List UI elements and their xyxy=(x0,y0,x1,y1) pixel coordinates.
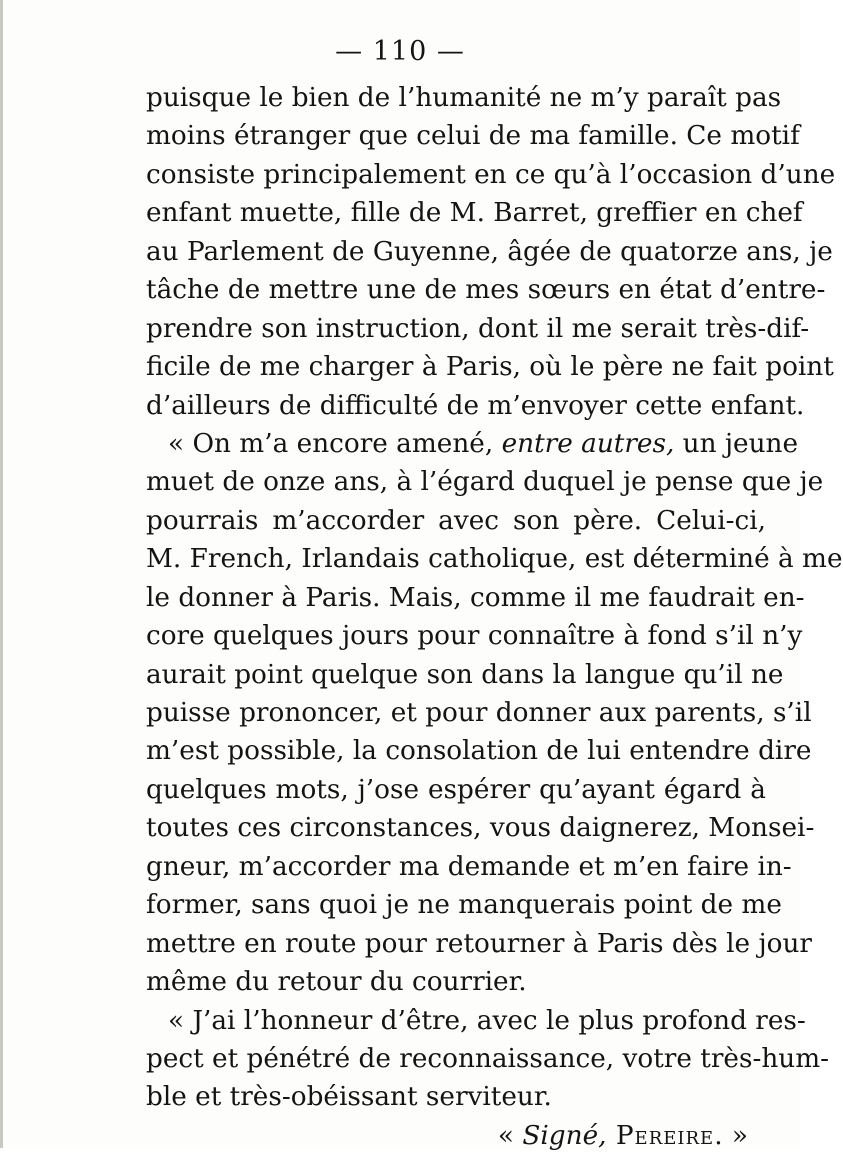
signature-open: « xyxy=(497,1120,523,1151)
text-line: pect et pénétré de reconnaissance, votre très-hum- xyxy=(146,1043,830,1074)
paragraph-opening-line xyxy=(146,425,799,463)
text-line: moins étranger que celui de ma famille. Ce motif xyxy=(146,121,800,152)
text-line: quelques mots, j’ose espérer qu’ayant égard à xyxy=(146,774,766,805)
signature-name: Pereire. xyxy=(606,1120,724,1151)
signature-signe: Signé, xyxy=(522,1120,607,1151)
text-line: ble et très-obéissant serviteur. xyxy=(146,1082,552,1113)
body-text xyxy=(146,79,843,1155)
text-line: mettre en route pour retourner à Paris dès le jour xyxy=(146,928,812,959)
text-line: tâche de mettre une de mes sœurs en état d’entre- xyxy=(146,275,826,306)
text-line: muet de onze ans, à l’égard duquel je pense que je xyxy=(146,467,824,498)
text-line: m’est possible, la consolation de lui entendre dire xyxy=(146,736,812,767)
text-line: toutes ces circonstances, vous daignerez, Monsei- xyxy=(146,813,815,844)
text-line: prendre son instruction, dont il me serait très-dif- xyxy=(146,313,810,344)
text-line: core quelques jours pour connaître à fond s’il n’y xyxy=(146,621,803,652)
page-edge xyxy=(0,0,3,1148)
text-run: « On m’a encore amené, xyxy=(168,428,502,459)
text-line: ficile de me charger à Paris, où le père ne fait point xyxy=(146,352,834,383)
text-line: pourrais m’accorder avec son père. Celui-ci, xyxy=(146,505,766,536)
text-line: aurait point quelque son dans la langue qu’il ne xyxy=(146,659,784,690)
text-line: puisse prononcer, et pour donner aux parents, s’il xyxy=(146,698,812,728)
text-line: au Parlement de Guyenne, âgée de quatorze ans, je xyxy=(146,236,833,267)
text-line: d’ailleurs de difficulté de m’envoyer cette enfant. xyxy=(146,390,805,421)
text-line: « J’ai l’honneur d’être, avec le plus profond res- xyxy=(168,1005,806,1036)
signature-close: » xyxy=(723,1120,748,1151)
text-line: le donner à Paris. Mais, comme il me faudrait en- xyxy=(146,582,805,613)
text-line: gneur, m’accorder ma demande et m’en faire in- xyxy=(146,851,792,882)
text-line: consiste principalement en ce qu’à l’occasion d’une xyxy=(146,159,836,190)
text-line: M. French, Irlandais catholique, est déterminé à me xyxy=(146,544,843,575)
page-number: — 110 — xyxy=(335,36,465,67)
signature-line xyxy=(146,1117,766,1155)
text-line: puisque le bien de l’humanité ne m’y paraît pas xyxy=(146,83,782,113)
italic-phrase: entre autres, xyxy=(501,428,675,459)
text-line: même du retour du courrier. xyxy=(146,967,527,998)
text-line: enfant muette, fille de M. Barret, greffier en chef xyxy=(146,198,803,229)
text-line: former, sans quoi je ne manquerais point de me xyxy=(146,890,782,921)
text-run: un jeune xyxy=(674,428,799,459)
